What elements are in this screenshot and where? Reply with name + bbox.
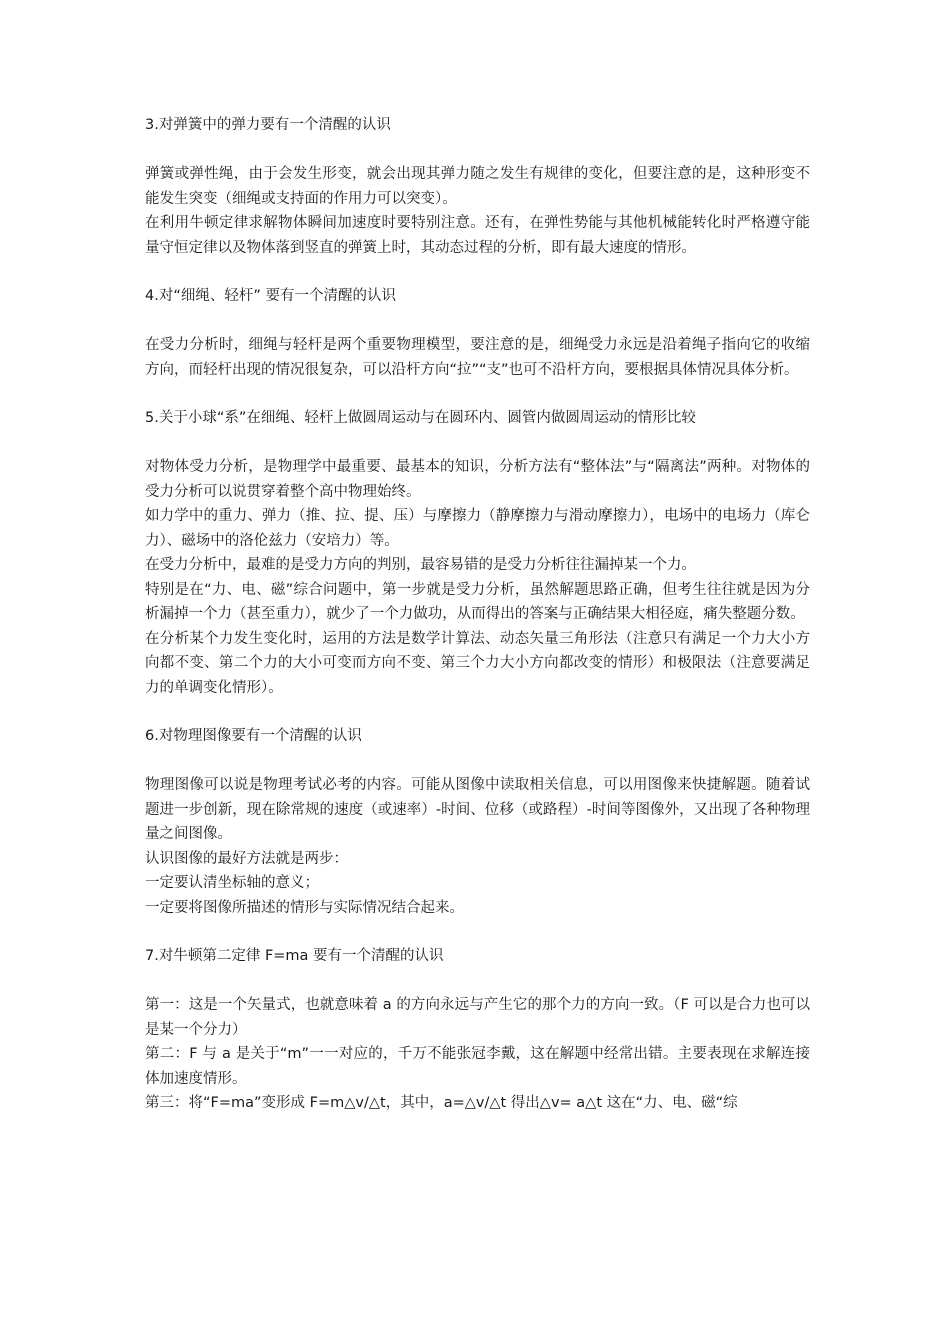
- paragraph: 第一：这是一个矢量式，也就意味着 a 的方向永远与产生它的那个力的方向一致。（F 可以是合力也可以是某一个分力）: [145, 997, 810, 1038]
- paragraph: 在利用牛顿定律求解物体瞬间加速度时要特别注意。还有，在弹性势能与其他机械能转化时严格遵守能量守恒定律以及物体落到竖直的弹簧上时，其动态过程的分析，即有最大速度的情形。: [145, 215, 810, 256]
- section-heading: 6.对物理图像要有一个清醒的认识: [145, 728, 362, 744]
- paragraph: 一定要将图像所描述的情形与实际情况结合起来。: [145, 899, 464, 916]
- paragraph: 对物体受力分析，是物理学中最重要、最基本的知识，分析方法有“整体法”与“隔离法”两种。对物体的受力分析可以说贯穿着整个高中物理始终。: [145, 459, 810, 500]
- paragraph: 第三：将“F=ma”变形成 F=m△v/△t，其中，a=△v/△t 得出△v= a△t 这在“力、电、磁“综: [145, 1095, 738, 1111]
- paragraph: 认识图像的最好方法就是两步：: [145, 850, 348, 867]
- section-heading: 7.对牛顿第二定律 F=ma 要有一个清醒的认识: [145, 948, 444, 964]
- paragraph: 弹簧或弹性绳，由于会发生形变，就会出现其弹力随之发生有规律的变化，但要注意的是，这种形变不能发生突变（细绳或支持面的作用力可以突变）。: [145, 166, 810, 207]
- paragraph: 一定要认清坐标轴的意义；: [145, 875, 319, 891]
- section-heading: 4.对“细绳、轻杆” 要有一个清醒的认识: [145, 288, 396, 304]
- section-heading: 3.对弹簧中的弹力要有一个清醒的认识: [145, 117, 391, 133]
- paragraph: 特别是在“力、电、磁”综合问题中，第一步就是受力分析，虽然解题思路正确，但考生往往就是因为分析漏掉一个力（甚至重力），就少了一个力做功，从而得出的答案与正确结果大相径庭，痛失整题分数。: [145, 581, 810, 622]
- paragraph: 在受力分析时，细绳与轻杆是两个重要物理模型，要注意的是，细绳受力永远是沿着绳子指向它的收缩方向，而轻杆出现的情况很复杂，可以沿杆方向“拉”“支”也可不沿杆方向，要根据具体情况具体分析。: [145, 337, 810, 378]
- paragraph: 在分析某个力发生变化时，运用的方法是数学计算法、动态矢量三角形法（注意只有满足一个力大小方向都不变、第二个力的大小可变而方向不变、第三个力大小方向都改变的情形）和极限法（注意要满足力的单调变化情形）。: [145, 630, 810, 696]
- document-page: [145, 113, 810, 1140]
- section-4: [145, 284, 810, 382]
- section-6: [145, 724, 810, 920]
- paragraph: 在受力分析中，最难的是受力方向的判别，最容易错的是受力分析往往漏掉某一个力。: [145, 557, 696, 573]
- section-3: [145, 113, 810, 260]
- paragraph: 物理图像可以说是物理考试必考的内容。可能从图像中读取相关信息，可以用图像来快捷解题。随着试题进一步创新，现在除常规的速度（或速率）-时间、位移（或路程）-时间等图像外，又出现了各种物理量之间图像。: [145, 777, 810, 842]
- section-5: [145, 406, 810, 700]
- paragraph: 第二：F 与 a 是关于“m”一一对应的，千万不能张冠李戴，这在解题中经常出错。主要表现在求解连接体加速度情形。: [145, 1046, 810, 1087]
- section-heading: 5.关于小球“系”在细绳、轻杆上做圆周运动与在圆环内、圆管内做圆周运动的情形比较: [145, 410, 696, 426]
- section-7: [145, 944, 810, 1116]
- paragraph: 如力学中的重力、弹力（推、拉、提、压）与摩擦力（静摩擦力与滑动摩擦力），电场中的电场力（库仑力）、磁场中的洛伦兹力（安培力）等。: [145, 508, 810, 549]
